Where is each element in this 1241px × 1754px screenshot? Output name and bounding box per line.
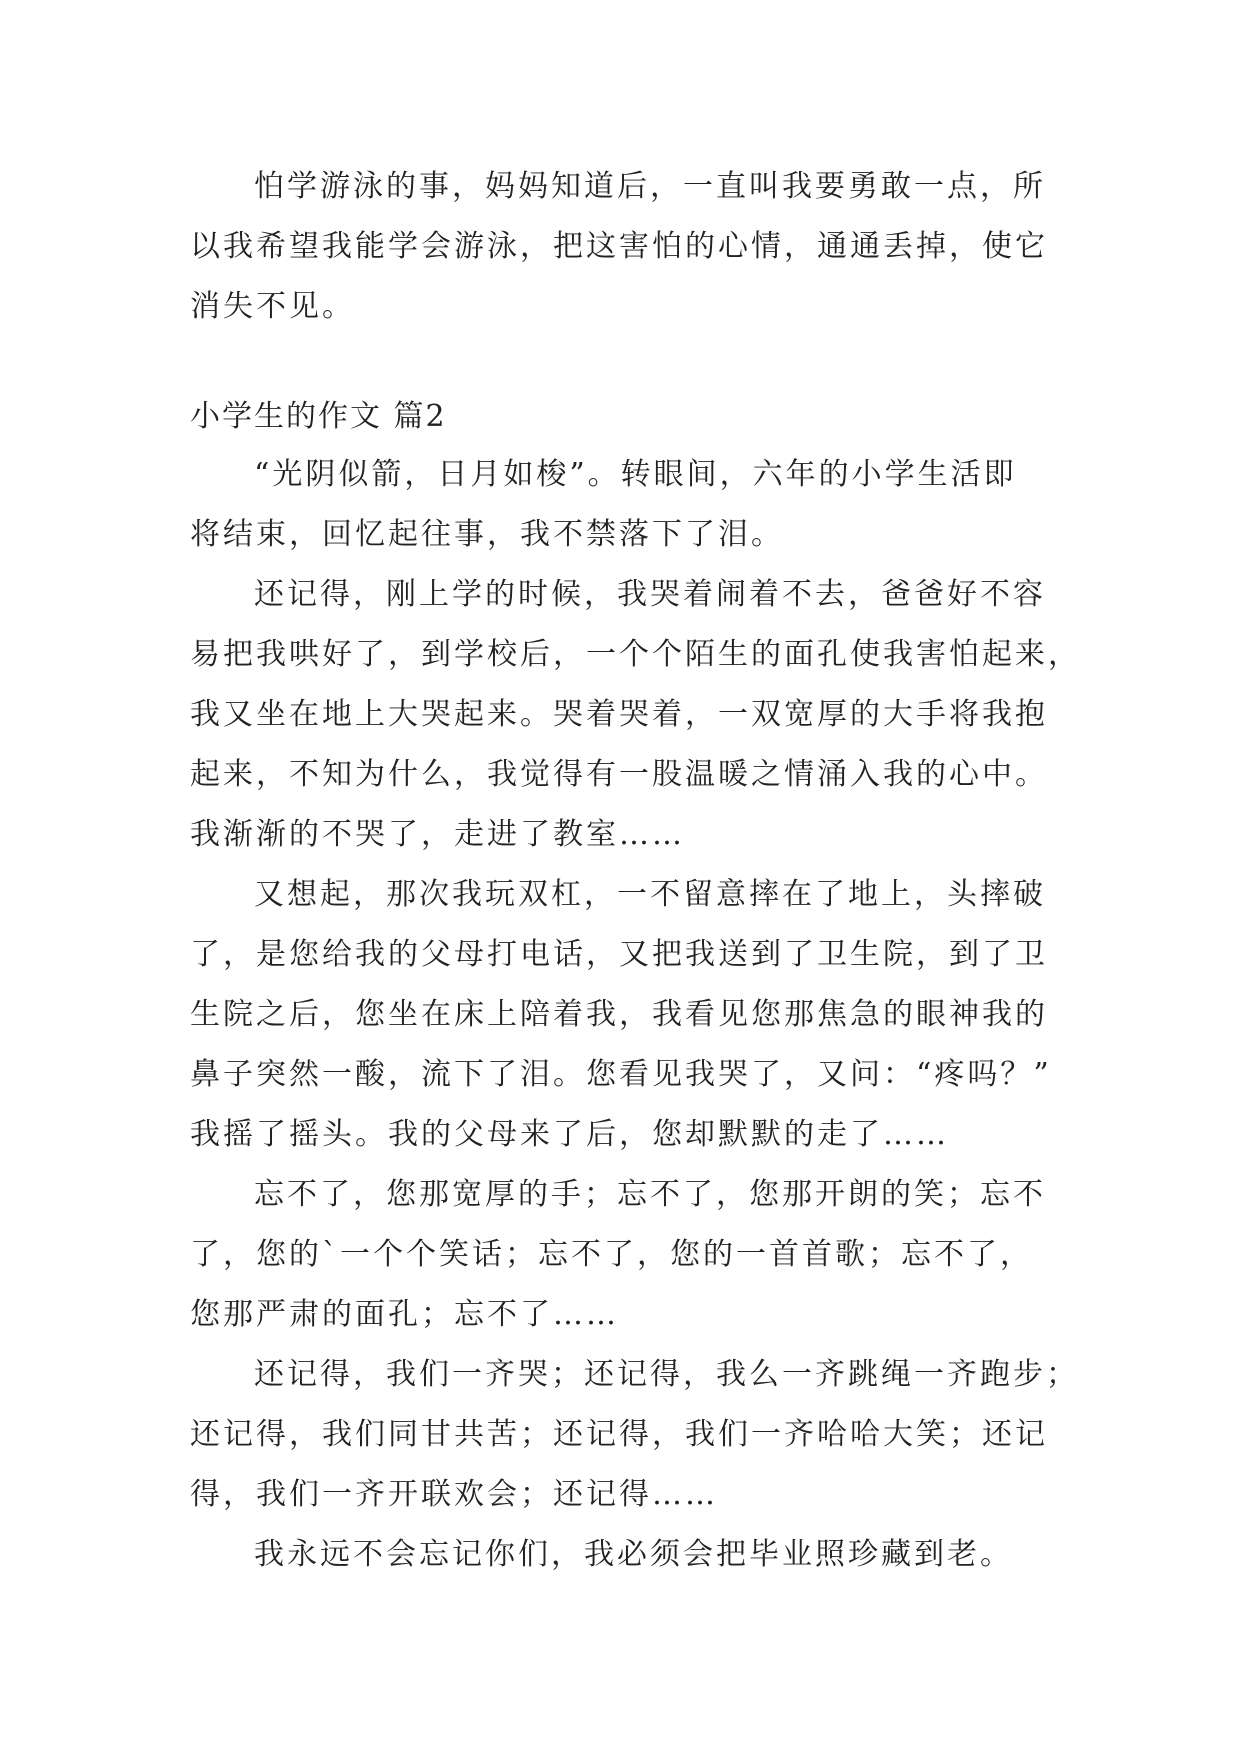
paragraph-line: 起来，不知为什么，我觉得有一股温暖之情涌入我的心中。 — [190, 757, 1048, 792]
paragraph-3 — [190, 865, 1070, 1165]
paragraph-line: 得，我们一齐开联欢会；还记得…… — [190, 1477, 718, 1512]
paragraph-1 — [190, 445, 1070, 565]
paragraph-line: 将结束，回忆起往事，我不禁落下了泪。 — [190, 517, 784, 552]
paragraph-line: 了，是您给我的父母打电话，又把我送到了卫生院，到了卫 — [190, 937, 1048, 972]
paragraph-line: “光阴似箭，日月如梭”。转眼间，六年的小学生活即 — [254, 457, 1017, 492]
paragraph-line: 您那严肃的面孔；忘不了…… — [190, 1297, 619, 1332]
section-heading-block — [190, 387, 1070, 447]
paragraph-line: 我永远不会忘记你们，我必须会把毕业照珍藏到老。 — [254, 1537, 1013, 1572]
continuation-paragraph — [190, 157, 1070, 337]
paragraph-line: 生院之后，您坐在床上陪着我，我看见您那焦急的眼神我的 — [190, 997, 1048, 1032]
section-heading: 小学生的作文 篇2 — [190, 399, 447, 434]
essay-body — [190, 445, 1081, 1585]
paragraph-4 — [190, 1165, 1070, 1345]
paragraph-2 — [190, 565, 1081, 865]
paragraph-line: 我渐渐的不哭了，走进了教室…… — [190, 817, 685, 852]
paragraph-line: 怕学游泳的事，妈妈知道后，一直叫我要勇敢一点，所 — [254, 169, 1046, 204]
paragraph-line: 又想起，那次我玩双杠，一不留意摔在了地上，头摔破 — [254, 877, 1046, 912]
paragraph-6 — [190, 1525, 1070, 1585]
paragraph-line: 还记得，我们同甘共苦；还记得，我们一齐哈哈大笑；还记 — [190, 1417, 1048, 1452]
paragraph-line: 我又坐在地上大哭起来。哭着哭着，一双宽厚的大手将我抱 — [190, 697, 1048, 732]
paragraph-line: 还记得，我们一齐哭；还记得，我么一齐跳绳一齐跑步； — [254, 1357, 1079, 1392]
paragraph-line: 我摇了摇头。我的父母来了后，您却默默的走了…… — [190, 1117, 949, 1152]
paragraph-line: 忘不了，您那宽厚的手；忘不了，您那开朗的笑；忘不 — [254, 1177, 1046, 1212]
paragraph-line: 鼻子突然一酸，流下了泪。您看见我哭了，又问：“疼吗？” — [190, 1057, 1052, 1092]
paragraph-line: 易把我哄好了，到学校后，一个个陌生的面孔使我害怕起来， — [190, 637, 1081, 672]
paragraph-line: 了，您的`一个个笑话；忘不了，您的一首首歌；忘不了， — [190, 1237, 1033, 1272]
paragraph-5 — [190, 1345, 1079, 1525]
paragraph-line: 还记得，刚上学的时候，我哭着闹着不去，爸爸好不容 — [254, 577, 1046, 612]
paragraph-line: 消失不见。 — [190, 289, 355, 324]
paragraph-line: 以我希望我能学会游泳，把这害怕的心情，通通丢掉，使它 — [190, 229, 1048, 264]
